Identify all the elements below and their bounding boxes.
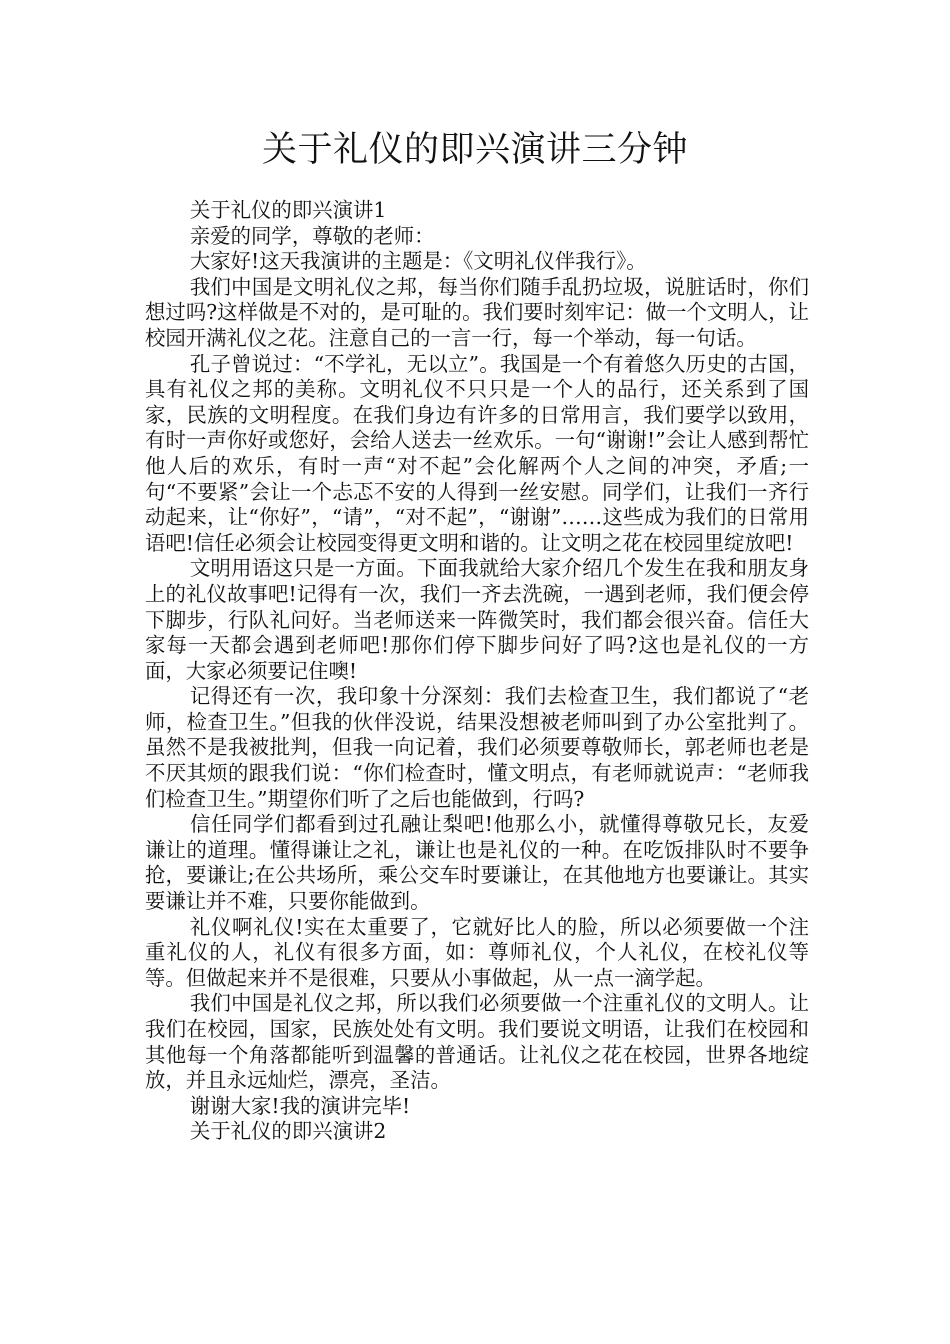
paragraph: 信任同学们都看到过孔融让梨吧!他那么小，就懂得尊敬兄长，友爱谦让的道理。懂得谦让之礼，谦让也是礼仪的一种。在吃饭排队时不要争抢，要谦让;在公共场所，乘公交车时要谦让，在其他地方也要谦让。其实要谦让并不难，只要你能做到。 bbox=[145, 812, 809, 914]
paragraph: 记得还有一次，我印象十分深刻：我们去检查卫生，我们都说了“老师，检查卫生。”但我的伙伴没说，结果没想被老师叫到了办公室批判了。虽然不是我被批判，但我一向记着，我们必须要尊敬师长，郭老师也老是不厌其烦的跟我们说：“你们检查时，懂文明点，有老师就说声：“老师我们检查卫生。”期望你们听了之后也能做到，行吗? bbox=[145, 684, 809, 811]
document-title: 关于礼仪的即兴演讲三分钟 bbox=[261, 130, 688, 170]
paragraph: 我们中国是礼仪之邦，所以我们必须要做一个注重礼仪的文明人。让我们在校园，国家，民族处处有文明。我们要说文明语，让我们在校园和其他每一个角落都能听到温馨的普通话。让礼仪之花在校园，世界各地绽放，并且永远灿烂，漂亮，圣洁。 bbox=[145, 991, 809, 1093]
paragraph: 关于礼仪的即兴演讲2 bbox=[189, 1119, 387, 1144]
paragraph: 亲爱的同学，尊敬的老师： bbox=[189, 223, 435, 248]
paragraph: 孔子曾说过：“不学礼，无以立”。我国是一个有着悠久历史的古国，具有礼仪之邦的美称。文明礼仪不只只是一个人的品行，还关系到了国家，民族的文明程度。在我们身边有许多的日常用言，我们要学以致用，有时一声你好或您好，会给人送去一丝欢乐。一句“谢谢!”会让人感到帮忙他人后的欢乐，有时一声“对不起”会化解两个人之间的冲突，矛盾;一句“不要紧”会让一个忐忑不安的人得到一丝安慰。同学们，让我们一齐行动起来，让“你好”，“请”，“对不起”，“谢谢”……这些成为我们的日常用语吧!信任必须会让校园变得更文明和谐的。让文明之花在校园里绽放吧! bbox=[145, 351, 809, 555]
paragraph: 关于礼仪的即兴演讲1 bbox=[189, 198, 387, 222]
paragraph: 礼仪啊礼仪!实在太重要了，它就好比人的脸，所以必须要做一个注重礼仪的人，礼仪有很多方面，如：尊师礼仪，个人礼仪，在校礼仪等等。但做起来并不是很难，只要从小事做起，从一点一滴学起。 bbox=[145, 914, 809, 990]
paragraph: 我们中国是文明礼仪之邦，每当你们随手乱扔垃圾，说脏话时，你们想过吗?这样做是不对的，是可耻的。我们要时刻牢记：做一个文明人，让校园开满礼仪之花。注意自己的一言一行，每一个举动，每一句话。 bbox=[145, 274, 809, 350]
document-body bbox=[145, 198, 809, 1145]
paragraph: 谢谢大家!我的演讲完毕! bbox=[189, 1093, 411, 1118]
paragraph: 大家好!这天我演讲的主题是：《文明礼仪伴我行》。 bbox=[189, 249, 647, 274]
paragraph: 文明用语这只是一方面。下面我就给大家介绍几个发生在我和朋友身上的礼仪故事吧!记得有一次，我们一齐去洗碗，一遇到老师，我们便会停下脚步，行队礼问好。当老师送来一阵微笑时，我们都会很兴奋。信任大家每一天都会遇到老师吧!那你们停下脚步问好了吗?这也是礼仪的一方面，大家必须要记住噢! bbox=[145, 556, 809, 683]
